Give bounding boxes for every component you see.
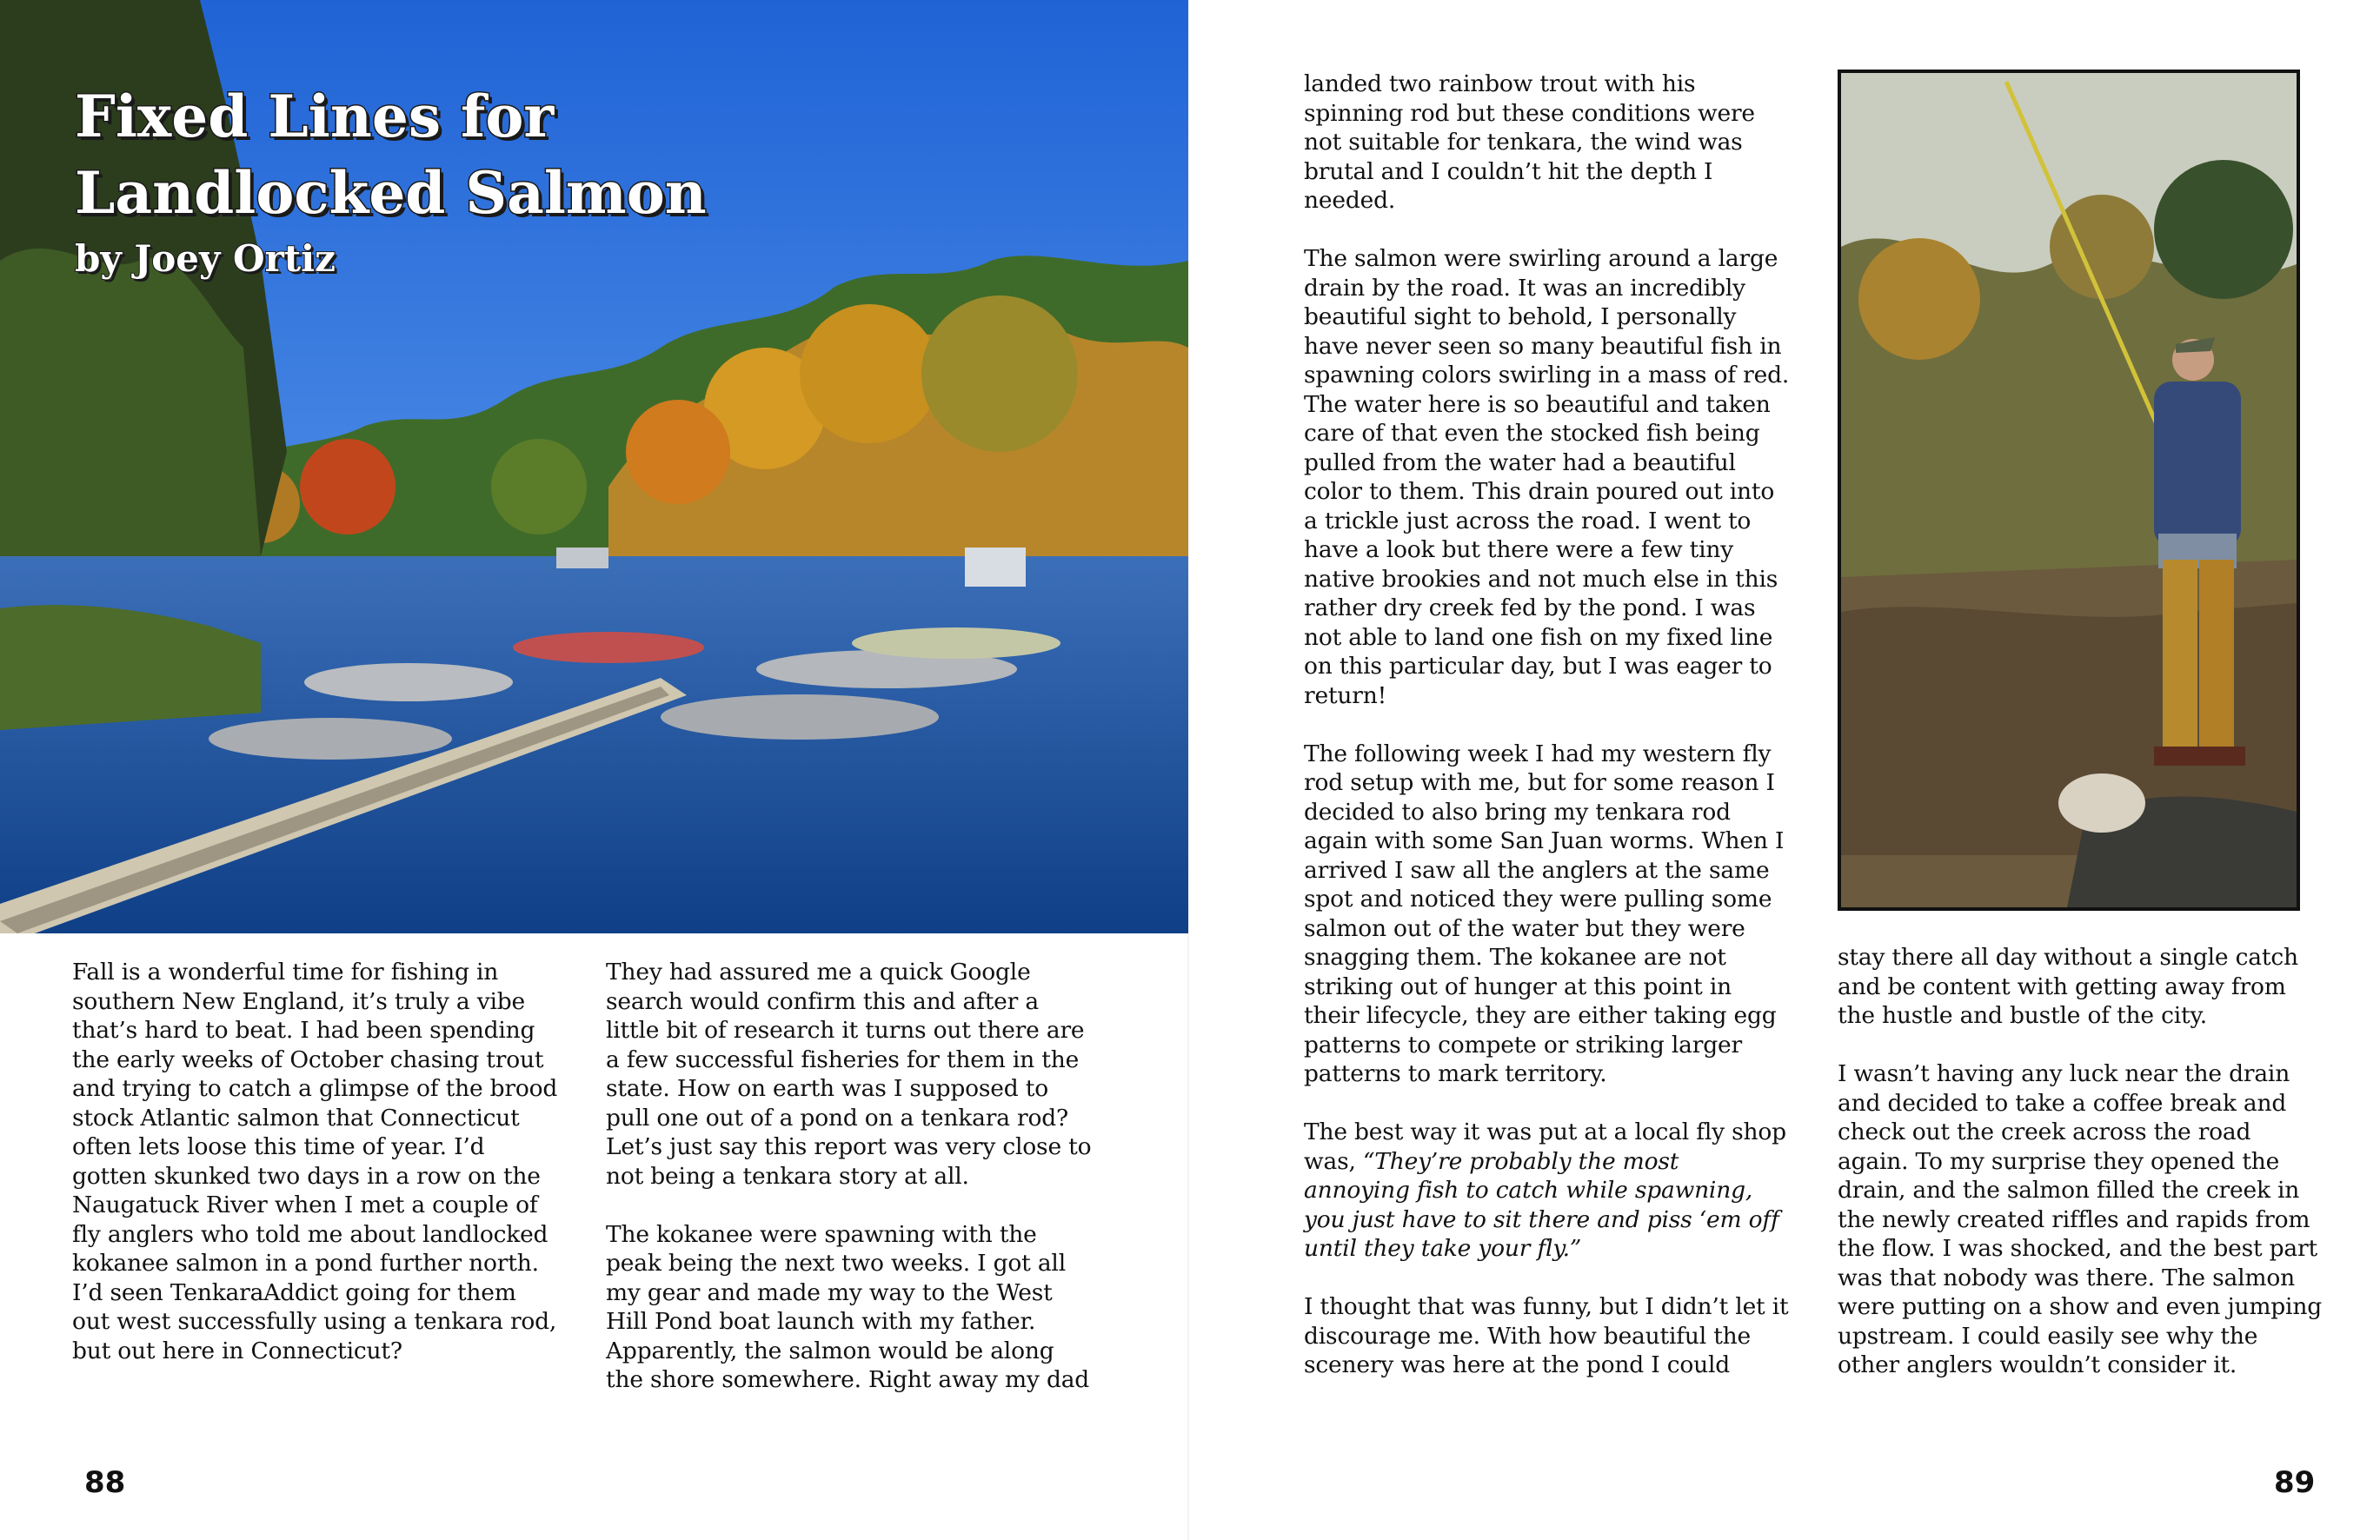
text-column-3 (1304, 70, 1791, 1380)
article-title-line-2: Landlocked Salmon (75, 159, 707, 227)
paragraph: I thought that was funny, but I didn’t let it discourage me. With how beautiful the scenery was here at the pond I could (1304, 1293, 1789, 1378)
page-right (1190, 0, 2380, 1540)
paragraph: Fall is a wonderful time for fishing in southern New England, it’s truly a vibe that’s hard to beat. I had been spending the early weeks of October chasing trout and trying to catch a glimpse of the brood stock Atlantic salmon that Connecticut often lets loose this time of year. I’d gotten skunked two days in a row on the Naugatuck River when I met a couple of fly anglers who told me about landlocked kokanee salmon in a pond further north. I’d seen TenkaraAddict going for them out west successfully using a tenkara rod, but out here in Connecticut? (72, 959, 558, 1364)
paragraph: I wasn’t having any luck near the drain and decided to take a coffee break and check out the creek across the road again. To my surprise they opened the drain, and the salmon filled the creek in the newly created riffles and rapids from the flow. I was shocked, and the best part was that nobody was there. The salmon were putting on a show and even jumping upstream. I could easily see why the other anglers wouldn’t consider it. (1838, 1060, 2322, 1378)
pull-quote: “They’re probably the most annoying fish to catch while spawning, you just have to sit there and piss ‘em off until they take your fly.” (1304, 1147, 1779, 1262)
article-byline: by Joey Ortiz (75, 237, 336, 280)
page-number-right: 89 (2274, 1465, 2316, 1500)
text-column-2 (606, 958, 1093, 1395)
text-column-1 (72, 958, 559, 1365)
text-column-4 (1838, 943, 2324, 1380)
article-title-block (75, 78, 707, 283)
paragraph: stay there all day without a single catch and be content with getting away from the hustle and bustle of the city. (1838, 944, 2298, 1029)
paragraph-with-quote (1304, 1118, 1791, 1264)
article-title-line-1: Fixed Lines for (75, 83, 555, 150)
paragraph: The following week I had my western fly rod setup with me, but for some reason I decided to also bring my tenkara rod again with some San Juan worms. When I arrived I saw all the anglers at the same spot and noticed they were pulling some salmon out of the water but they were snagging them. The kokanee are not striking out of hunger at this point in their lifecycle, they are either taking egg patterns to compete or striking larger patterns to mark territory. (1304, 740, 1785, 1087)
side-photo-angler (1838, 70, 2300, 911)
side-photo-illustration (1841, 73, 2297, 907)
paragraph: The kokanee were spawning with the peak being the next two weeks. I got all my gear and made my way to the West Hill Pond boat launch with my father. Apparently, the salmon would be along the shore somewhere. Right away my dad (606, 1220, 1090, 1393)
paragraph: They had assured me a quick Google search would confirm this and after a little bit of research it turns out there are a few successful fisheries for them in the state. How on earth was I supposed to pull one out of a pond on a tenkara rod? Let’s just say this report was very close to not being a tenkara story at all. (606, 959, 1092, 1190)
page-number-left: 88 (84, 1465, 126, 1500)
paragraph: The salmon were swirling around a large drain by the road. It was an incredibly beautiful sight to behold, I personally have never seen so many beautiful fish in spawning colors swirling in a mass of red. The water here is so beautiful and taken care of that even the stocked fish being pulled from the water had a beautiful color to them. This drain poured out into a trickle just across the road. I went to have a look but there were a few tiny native brookies and not much else in this rather dry creek fed by the pond. I was not able to land one fish on my fixed line on this particular day, but I was eager to return! (1304, 245, 1790, 709)
paragraph: landed two rainbow trout with his spinning rod but these conditions were not suitable for tenkara, the wind was brutal and I couldn’t hit the depth I needed. (1304, 70, 1755, 214)
quote-intro: The best way it was put at a local fly shop was, (1304, 1118, 1786, 1175)
